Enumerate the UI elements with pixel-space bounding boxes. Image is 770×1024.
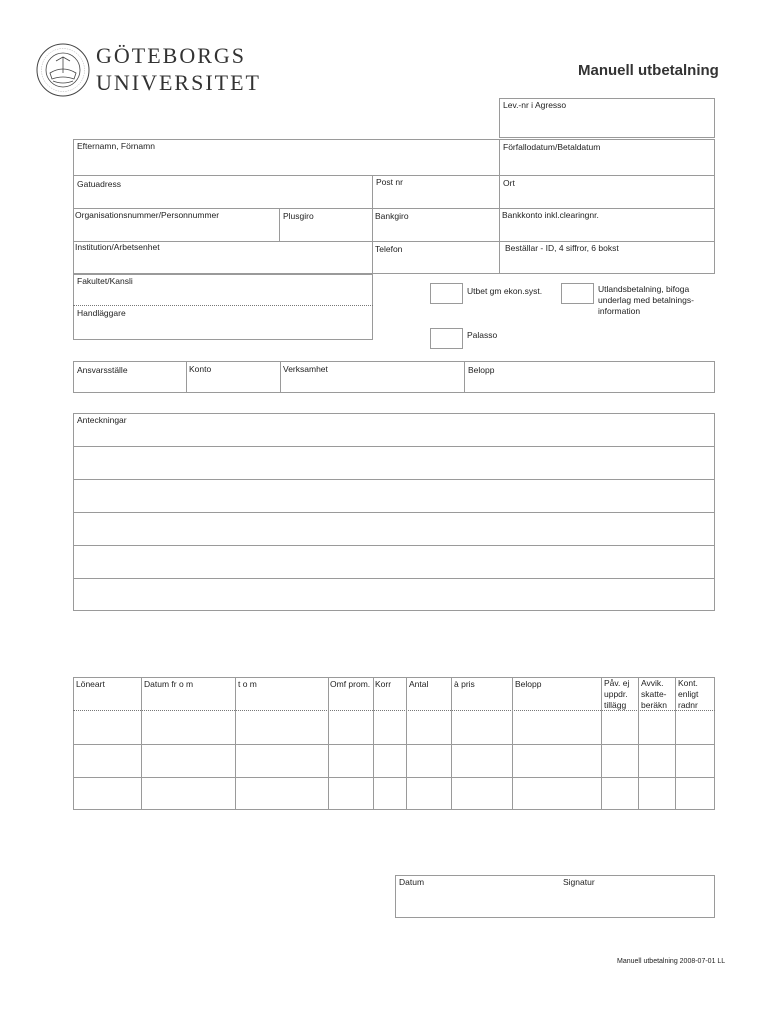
handler-label: Handläggare: [77, 308, 126, 318]
col-header-antal: Antal: [409, 679, 429, 689]
notes-line-6[interactable]: [74, 579, 714, 610]
table-cell[interactable]: [407, 778, 450, 809]
belopp-field[interactable]: [465, 362, 714, 392]
table-cell[interactable]: [513, 711, 600, 743]
lev-nr-label: Lev.-nr i Agresso: [503, 100, 567, 110]
col-header-kont-line3: radnr: [678, 700, 698, 710]
table-cell[interactable]: [639, 778, 674, 809]
university-name-line1: GÖTEBORGS: [96, 43, 247, 68]
foreign-payment-label-line3: information: [598, 306, 641, 316]
table-cell[interactable]: [374, 711, 405, 743]
orderer-id-label: Beställar - ID, 4 siffror, 6 bokst: [505, 243, 619, 253]
table-cell[interactable]: [602, 778, 637, 809]
institution-label: Institution/Arbetsenhet: [75, 242, 160, 252]
foreign-payment-checkbox[interactable]: [561, 283, 594, 304]
org-nr-label: Organisationsnummer/Personnummer: [75, 210, 220, 220]
divider: [73, 305, 373, 306]
table-cell[interactable]: [602, 711, 637, 743]
plusgiro-label: Plusgiro: [283, 211, 314, 221]
ansvar-label: Ansvarsställe: [77, 365, 128, 375]
notes-line-1[interactable]: [74, 425, 714, 445]
col-header-omf: Omf prom.: [330, 679, 371, 689]
table-cell[interactable]: [142, 778, 234, 809]
col-header-pav-line1: Påv. ej: [604, 678, 630, 688]
col-header-avvik-line2: skatte-: [641, 689, 667, 699]
col-header-avvik: [641, 678, 667, 711]
table-cell[interactable]: [142, 745, 234, 776]
table-cell[interactable]: [639, 711, 674, 743]
col-header-pav: [604, 678, 629, 711]
table-cell[interactable]: [452, 711, 511, 743]
table-cell[interactable]: [142, 711, 234, 743]
col-header-kont-line2: enligt: [678, 689, 699, 699]
table-cell[interactable]: [74, 745, 140, 776]
table-cell[interactable]: [602, 745, 637, 776]
city-field[interactable]: [500, 176, 714, 207]
faculty-label: Fakultet/Kansli: [77, 276, 133, 286]
table-cell[interactable]: [236, 778, 327, 809]
table-cell[interactable]: [329, 778, 372, 809]
notes-line-2[interactable]: [74, 447, 714, 478]
col-header-belopp: Belopp: [515, 679, 542, 689]
belopp-label: Belopp: [468, 365, 495, 375]
foreign-payment-label: [598, 284, 694, 317]
col-header-loneart: Löneart: [76, 679, 105, 689]
postal-code-label: Post nr: [376, 177, 403, 187]
form-title: Manuell utbetalning: [578, 62, 719, 79]
date-label: Datum: [399, 877, 425, 887]
palasso-checkbox[interactable]: [430, 328, 463, 349]
table-cell[interactable]: [74, 778, 140, 809]
table-cell[interactable]: [452, 778, 511, 809]
university-seal: [36, 43, 90, 97]
signature-label: Signatur: [563, 877, 595, 887]
notes-line-3[interactable]: [74, 480, 714, 511]
col-header-korr: Korr: [375, 679, 392, 689]
bankgiro-label: Bankgiro: [375, 211, 409, 221]
name-label: Efternamn, Förnamn: [77, 141, 155, 151]
table-cell[interactable]: [513, 745, 600, 776]
bank-account-label: Bankkonto inkl.clearingnr.: [502, 210, 599, 220]
table-cell[interactable]: [639, 745, 674, 776]
table-cell[interactable]: [236, 745, 327, 776]
phone-label: Telefon: [375, 244, 403, 254]
col-header-datum-from: Datum fr o m: [144, 679, 194, 689]
ekon-syst-checkbox[interactable]: [430, 283, 463, 304]
col-header-apris: à pris: [454, 679, 475, 689]
table-cell[interactable]: [676, 711, 714, 743]
table-cell[interactable]: [374, 778, 405, 809]
ekon-syst-label: Utbet gm ekon.syst.: [467, 286, 543, 296]
col-header-kont: [678, 678, 698, 711]
table-cell[interactable]: [374, 745, 405, 776]
university-name-line2: UNIVERSITET: [96, 70, 261, 95]
city-label: Ort: [503, 178, 515, 188]
street-label: Gatuadress: [77, 179, 121, 189]
notes-line-5[interactable]: [74, 546, 714, 577]
notes-label: Anteckningar: [77, 415, 127, 425]
due-date-label: Förfallodatum/Betaldatum: [503, 142, 601, 152]
col-header-tom: t o m: [238, 679, 257, 689]
table-cell[interactable]: [676, 778, 714, 809]
table-cell[interactable]: [676, 745, 714, 776]
table-cell[interactable]: [329, 745, 372, 776]
foreign-payment-label-line1: Utlandsbetalning, bifoga: [598, 284, 690, 294]
table-cell[interactable]: [407, 745, 450, 776]
notes-line-4[interactable]: [74, 513, 714, 544]
table-cell[interactable]: [513, 778, 600, 809]
konto-label: Konto: [189, 364, 212, 374]
col-header-pav-line3: tillägg: [604, 700, 627, 710]
col-header-pav-line2: uppdr.: [604, 689, 628, 699]
col-header-kont-line1: Kont.: [678, 678, 698, 688]
form-version: Manuell utbetalning 2008-07-01 LL: [617, 958, 726, 965]
table-cell[interactable]: [452, 745, 511, 776]
palasso-label: Palasso: [467, 330, 498, 340]
col-header-avvik-line3: beräkn: [641, 700, 667, 710]
col-header-avvik-line1: Avvik.: [641, 678, 664, 688]
seal-icon: [36, 43, 90, 97]
table-cell[interactable]: [329, 711, 372, 743]
table-cell[interactable]: [407, 711, 450, 743]
table-cell[interactable]: [236, 711, 327, 743]
table-cell[interactable]: [74, 711, 140, 743]
foreign-payment-label-line2: underlag med betalnings-: [598, 295, 694, 305]
verksamhet-label: Verksamhet: [283, 364, 328, 374]
